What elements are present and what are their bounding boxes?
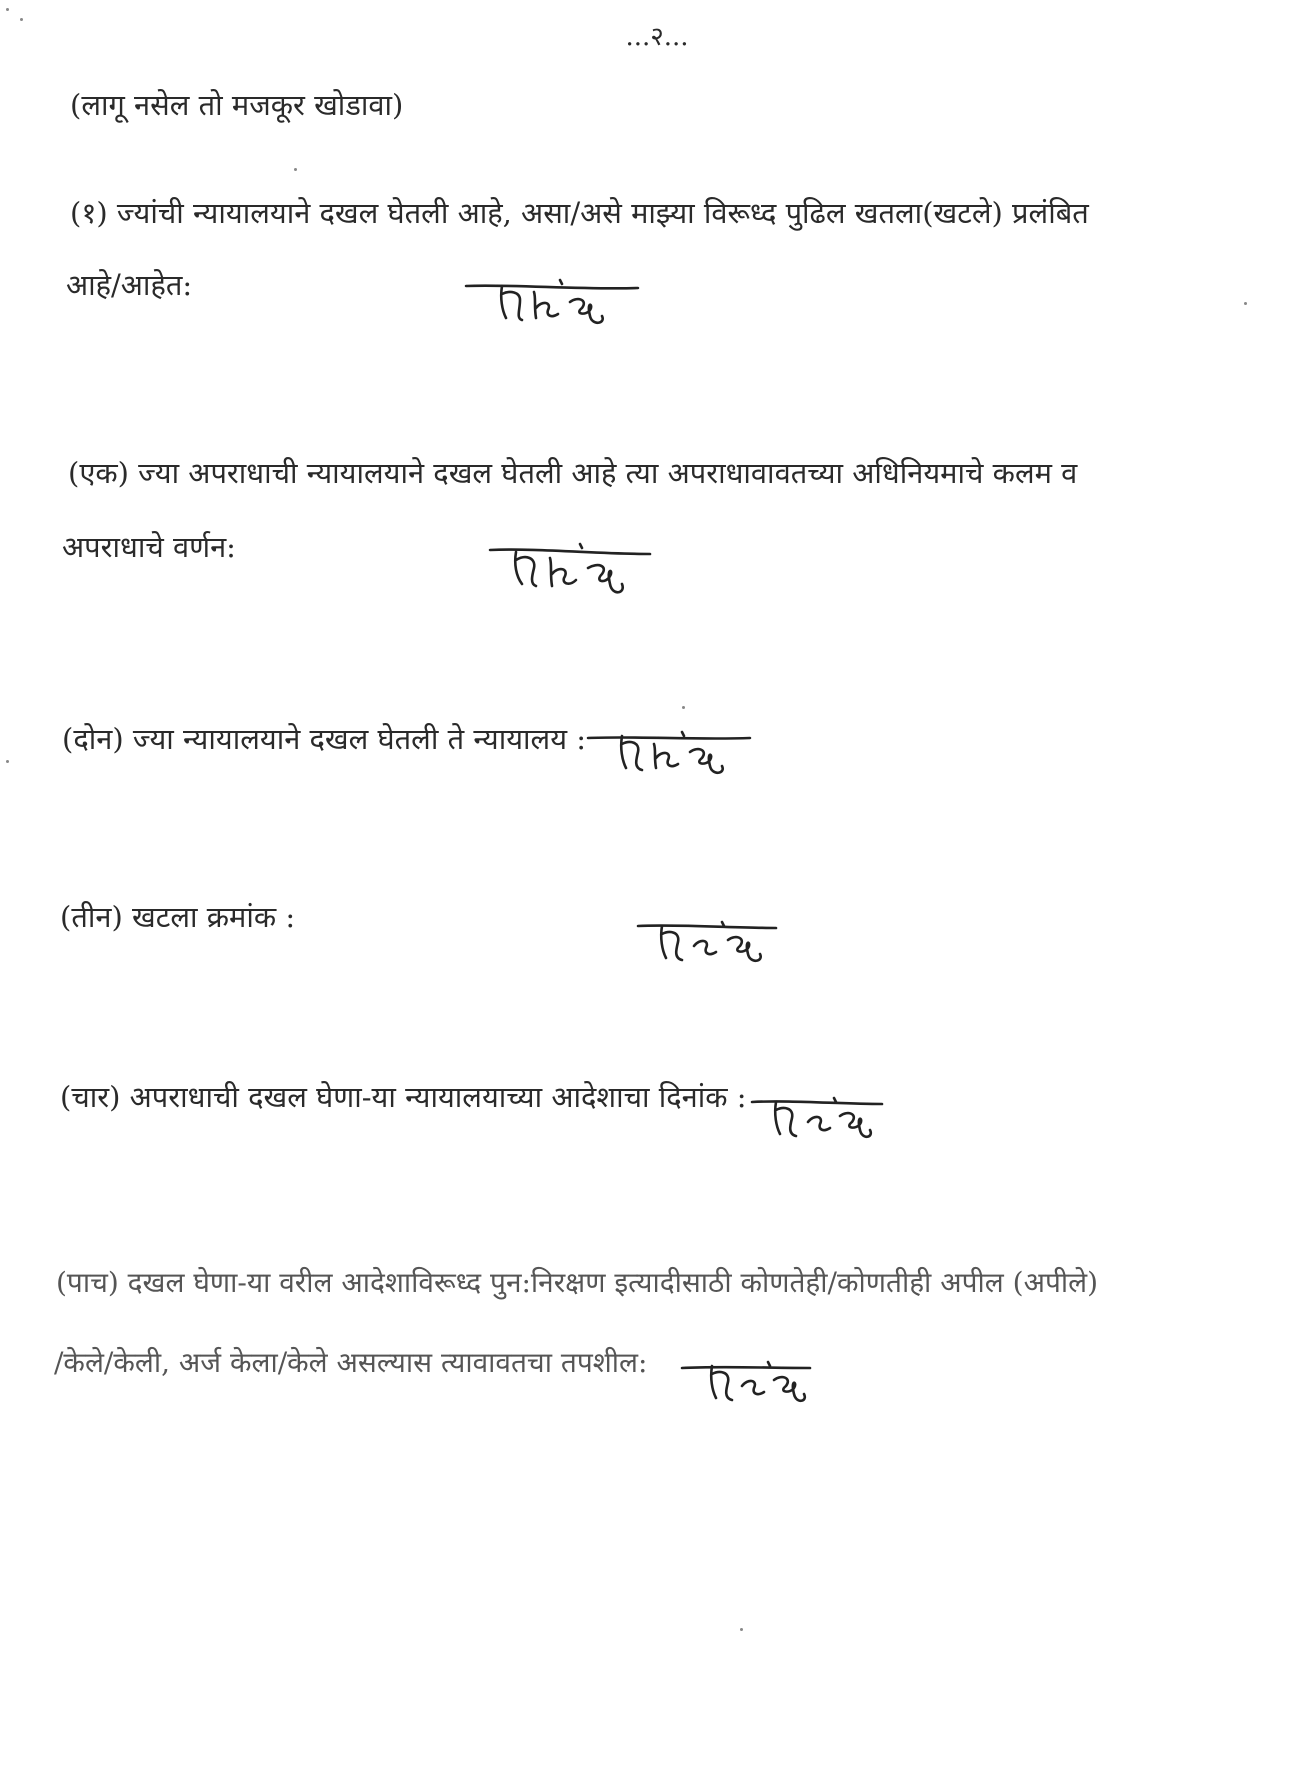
item-pach-line-1: (पाच) दखल घेणा-या वरील आदेशाविरूध्द पुन:निरक्षण इत्यादीसाठी कोणतेही/कोणतीही अपील (अपीले) [56,1266,1099,1299]
scan-speck [6,8,9,11]
instruction-text: (लागू नसेल तो मजकूर खोडावा) [70,88,404,122]
item-don-line: (दोन) ज्या न्यायालयाने दखल घेतली ते न्यायालय : [62,722,587,756]
handwritten-nirank-4 [636,914,786,972]
item-ek-line-1: (एक) ज्या अपराधाची न्यायालयाने दखल घेतली आहे त्या अपराधावावतच्या अधिनियमाचे कलम व [68,456,1078,490]
item-ek-line-2: अपराधाचे वर्णन: [62,530,236,564]
item-teen-line: (तीन) खटला क्रमांक : [60,900,296,934]
page-number: ...२... [625,22,689,52]
handwritten-nirank-1 [462,270,642,332]
scan-speck [6,760,9,763]
handwritten-nirank-5 [750,1090,890,1148]
item-char-line: (चार) अपराधाची दखल घेणा-या न्यायालयाच्या आदेशाचा दिनांक : [60,1080,747,1114]
item-1-line-2: आहे/आहेत: [66,268,193,302]
scan-speck [294,168,297,171]
handwritten-nirank-3 [586,724,756,782]
scan-speck [682,706,685,709]
scan-speck [740,1628,743,1631]
handwritten-nirank-2 [488,534,658,600]
item-pach-line-2: /केले/केली, अर्ज केला/केले असल्यास त्यावावतचा तपशील: [54,1346,648,1379]
handwritten-nirank-6 [680,1354,820,1412]
scan-speck [1244,302,1247,305]
scan-speck [20,18,23,21]
item-1-line-1: (१) ज्यांची न्यायालयाने दखल घेतली आहे, असा/असे माझ्या विरूध्द पुढिल खतला(खटले) प्रलंबित [70,196,1089,230]
